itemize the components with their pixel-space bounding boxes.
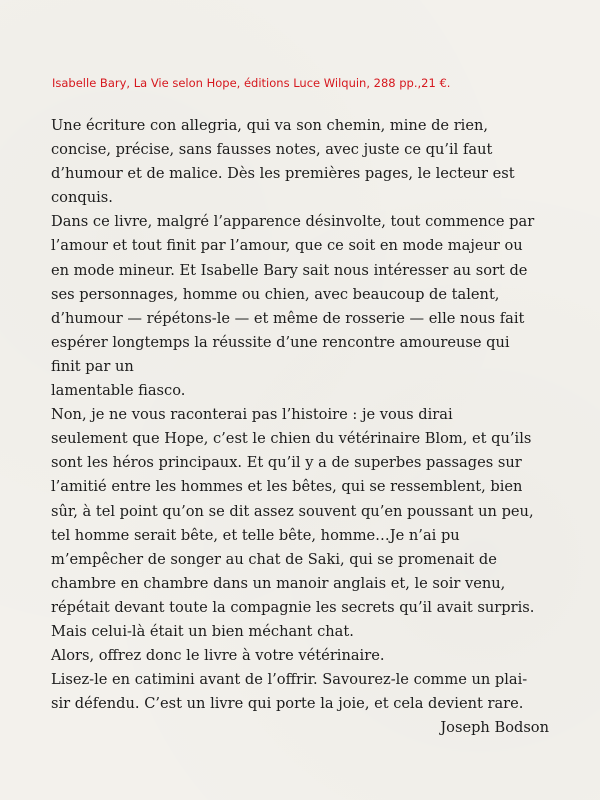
text-line: d’humour — répétons-le — et même de rosserie — elle nous fait (51, 309, 525, 327)
text-line: Lisez-le en catimini avant de l’offrir. Savourez-le comme un plai- (51, 671, 528, 689)
text-line: conquis. (51, 189, 113, 207)
text-line: l’amour et tout finit par l’amour, que ce soit en mode majeur ou (51, 237, 523, 255)
text-line: Dans ce livre, malgré l’apparence désinvolte, tout commence par (51, 213, 535, 231)
text-line: m’empêcher de songer au chat de Saki, qui se promenait de (51, 550, 497, 568)
text-line: chambre en chambre dans un manoir anglais et, le soir venu, (51, 574, 506, 592)
book-citation: Isabelle Bary, La Vie selon Hope, éditions Luce Wilquin, 288 pp.,21 €. (52, 76, 451, 90)
text-line: Une écriture con allegria, qui va son chemin, mine de rien, (51, 117, 489, 134)
text-line: tel homme serait bête, et telle bête, homme…Je n’ai pu (51, 526, 460, 544)
text-line: seulement que Hope, c’est le chien du vétérinaire Blom, et qu’ils (51, 430, 532, 448)
text-line: espérer longtemps la réussite d’une rencontre amoureuse qui (51, 333, 510, 351)
text-line: d’humour et de malice. Dès les premières pages, le lecteur est (51, 165, 515, 183)
text-line: sont les héros principaux. Et qu’il y a de superbes passages sur (51, 454, 522, 472)
text-line: sûr, à tel point qu’on se dit assez souvent qu’en poussant un peu, (51, 502, 534, 520)
text-line: Mais celui-là était un bien méchant chat. (51, 622, 354, 640)
text-line: ses personnages, homme ou chien, avec beaucoup de talent, (51, 285, 500, 303)
text-line: répétait devant toute la compagnie les secrets qu’il avait surpris. (51, 598, 535, 616)
text-line: sir défendu. C’est un livre qui porte la joie, et cela devient rare. (51, 695, 524, 713)
text-line: Alors, offrez donc le livre à votre vétérinaire. (51, 647, 385, 665)
text-line: concise, précise, sans fausses notes, avec juste ce qu’il faut (51, 141, 493, 159)
review-text (51, 114, 561, 740)
text-line: Non, je ne vous raconterai pas l’histoire : je vous dirai (51, 406, 453, 424)
text-line: l’amitié entre les hommes et les bêtes, qui se ressemblent, bien (51, 478, 523, 496)
text-line: lamentable fiasco. (51, 382, 186, 400)
author-signature: Joseph Bodson (440, 719, 549, 737)
text-line: en mode mineur. Et Isabelle Bary sait nous intéresser au sort de (51, 261, 528, 279)
text-line: finit par un (51, 357, 134, 375)
